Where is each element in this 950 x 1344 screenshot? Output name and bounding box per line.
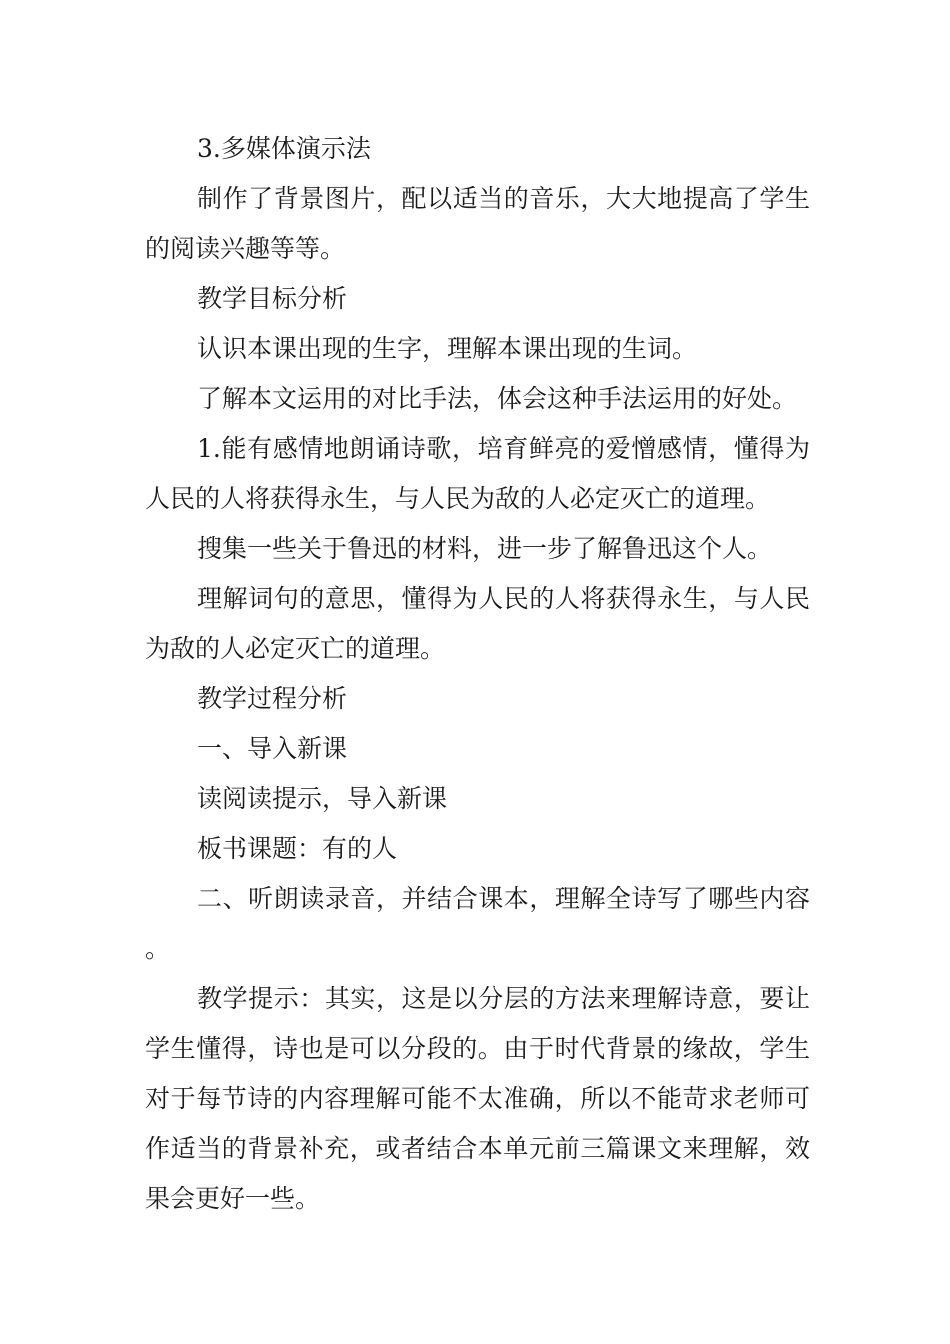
paragraph-reading-prompt: 读阅读提示，导入新课: [197, 784, 448, 813]
document-body: [145, 124, 810, 1224]
section-heading-process: 教学过程分析: [197, 684, 348, 713]
step-heading-introduction: 一、导入新课: [197, 734, 348, 763]
paragraph-blackboard-title: 板书课题：有的人: [197, 834, 398, 863]
paragraph-teaching-tip: 教学提示：其实，这是以分层的方法来理解诗意，要让学生懂得，诗也是可以分段的。由于时代背景的缘故，学生对于每节诗的内容理解可能不太准确，所以不能苛求老师可作适当的背景补充，或者结合本单元前三篇课文来理解，效果会更好一些。: [145, 984, 810, 1213]
paragraph-method-description: 制作了背景图片，配以适当的音乐，大大地提高了学生的阅读兴趣等等。: [145, 184, 810, 263]
section-heading-method: 3.多媒体演示法: [197, 134, 371, 163]
paragraph-objective-research: 搜集一些关于鲁迅的材料，进一步了解鲁迅这个人。: [197, 534, 773, 563]
section-heading-objectives: 教学目标分析: [197, 284, 348, 313]
paragraph-objective-understanding: 理解词句的意思，懂得为人民的人将获得永生，与人民为敌的人必定灭亡的道理。: [145, 584, 810, 663]
paragraph-objective-contrast: 了解本文运用的对比手法，体会这种手法运用的好处。: [197, 384, 798, 413]
paragraph-objective-recitation: 1.能有感情地朗诵诗歌，培育鲜亮的爱憎感情，懂得为人民的人将获得永生，与人民为敌的人必定灭亡的道理。: [145, 434, 810, 513]
step-heading-listening: 二、听朗读录音，并结合课本，理解全诗写了哪些内容。: [145, 884, 810, 963]
paragraph-objective-vocabulary: 认识本课出现的生字，理解本课出现的生词。: [197, 334, 698, 363]
